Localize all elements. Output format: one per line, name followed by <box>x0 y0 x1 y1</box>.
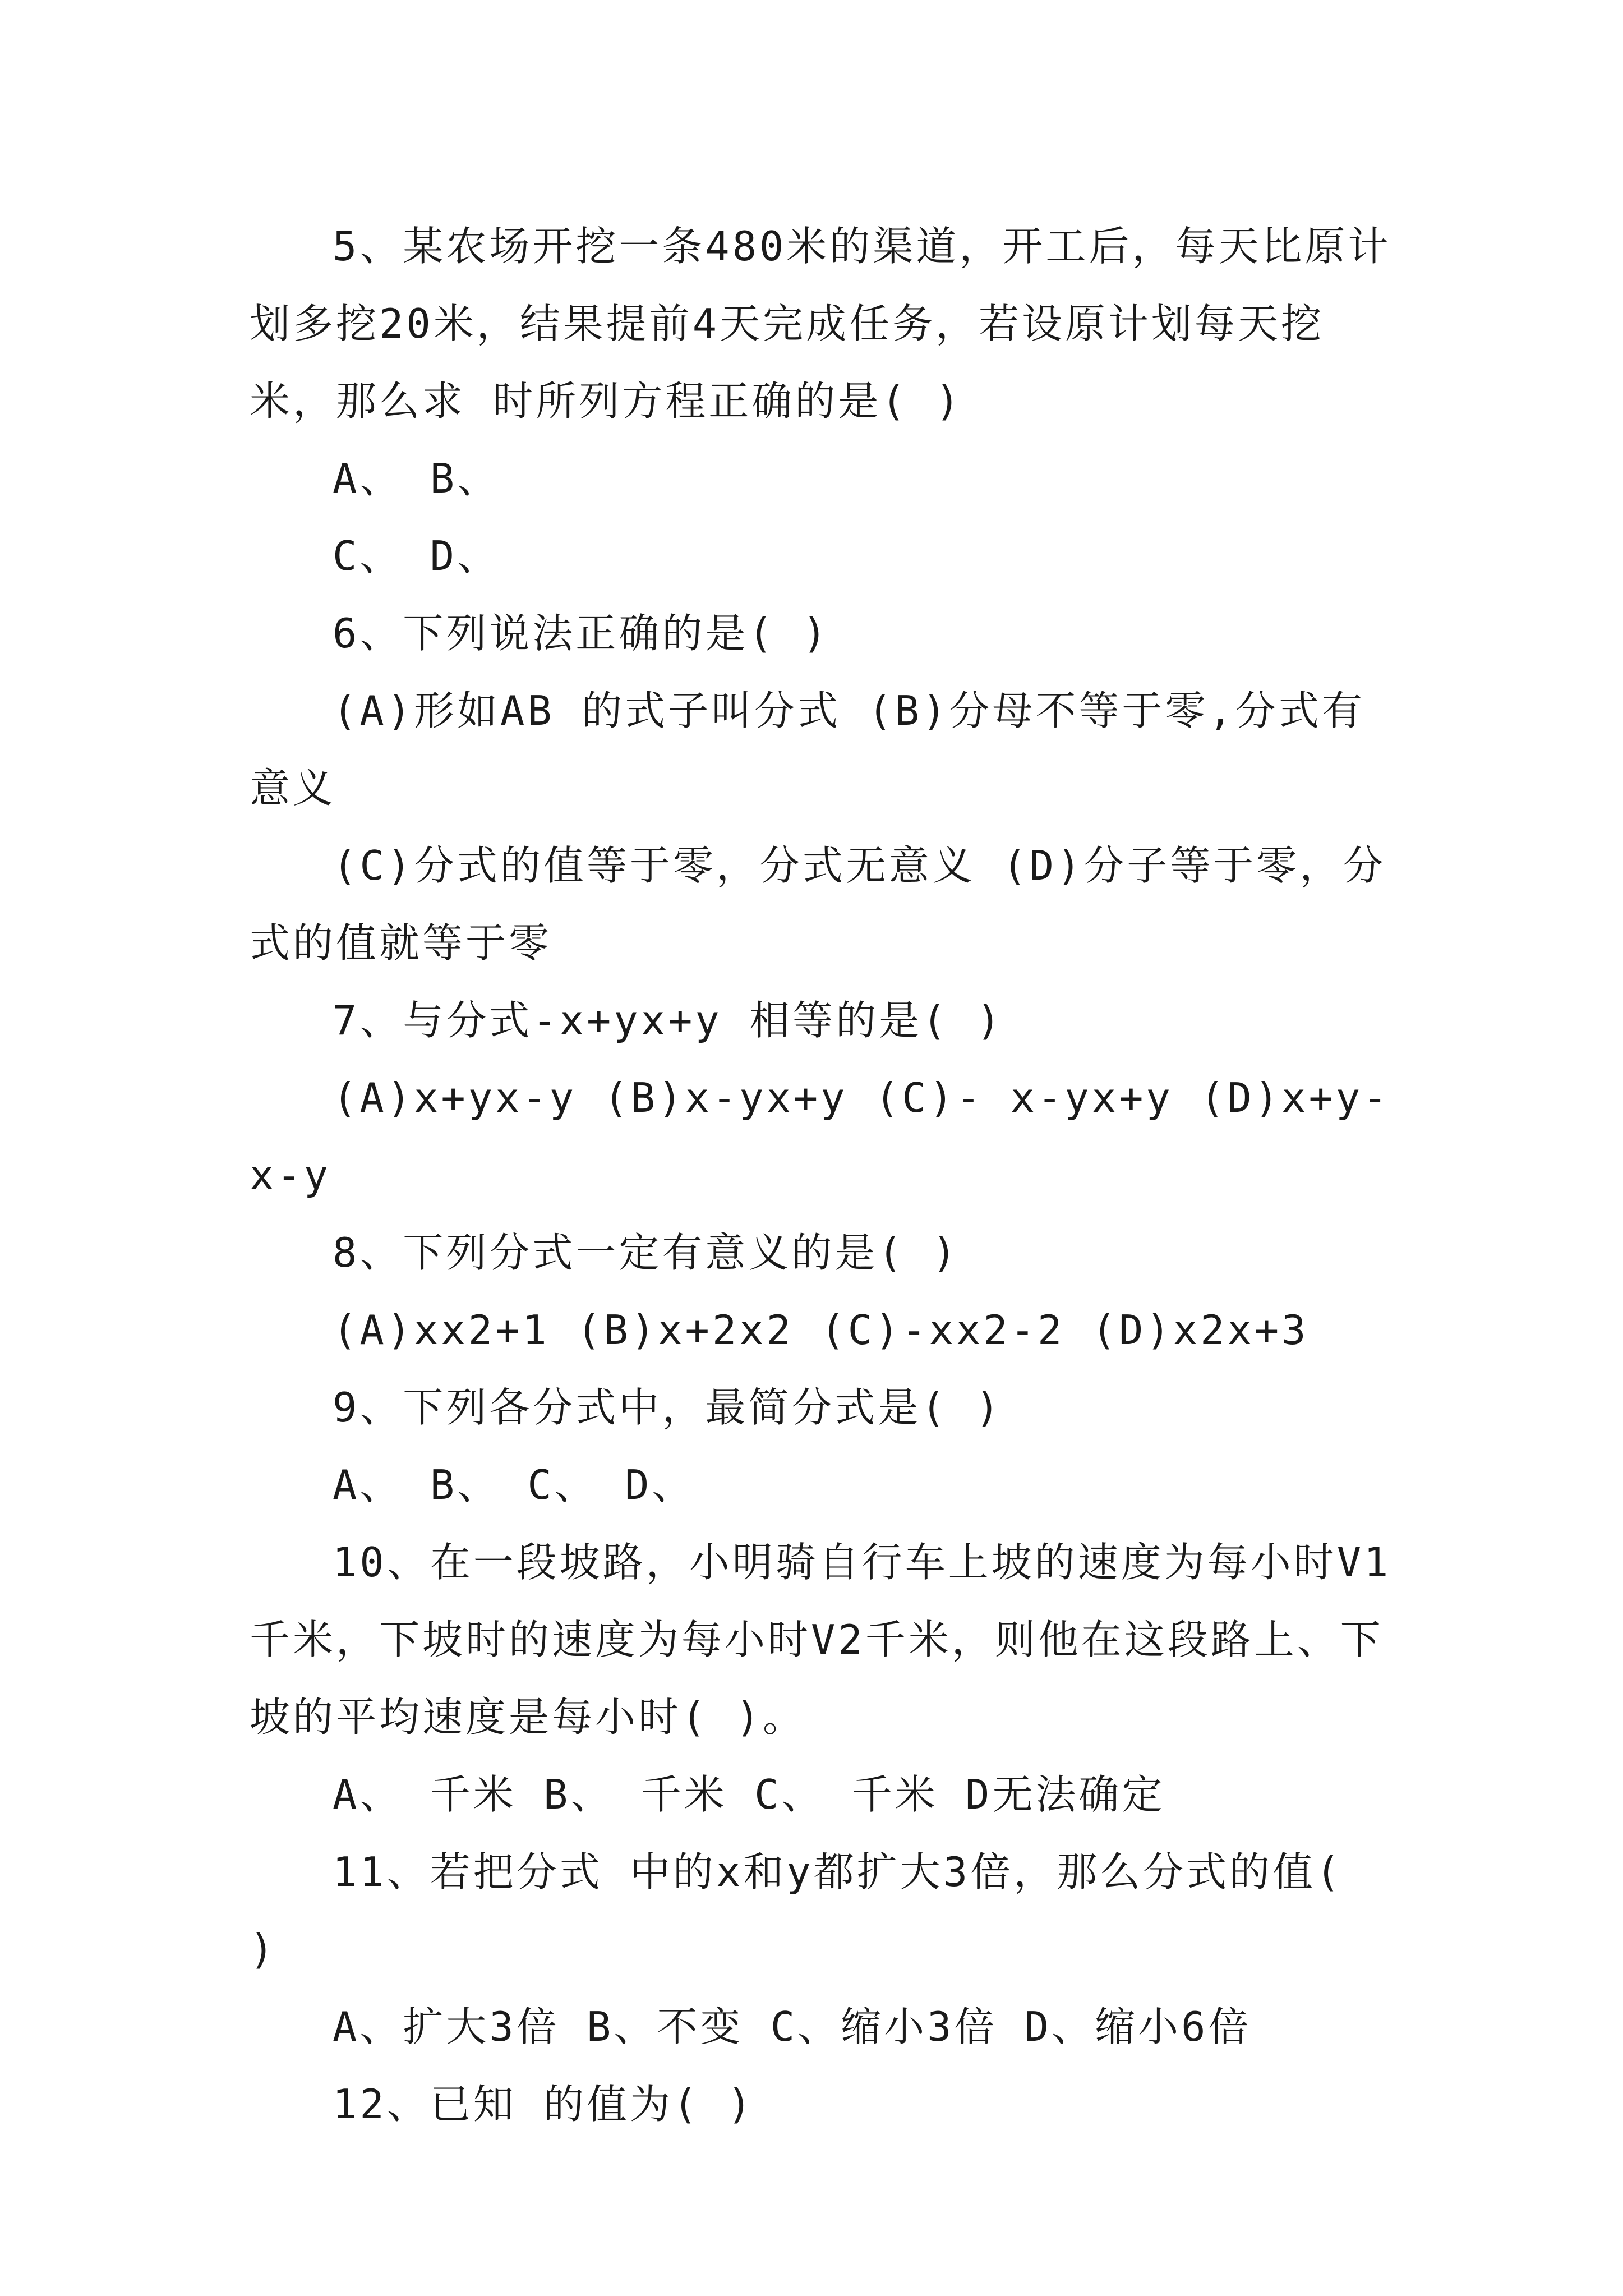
question-11-options: A、扩大3倍 B、不变 C、缩小3倍 D、缩小6倍 <box>333 2003 1252 2050</box>
question-5-options-ab: A、 B、 <box>333 455 501 502</box>
question-8-options: (A)xx2+1 (B)x+2x2 (C)-xx2-2 (D)x2x+3 <box>333 1306 1309 1354</box>
document-body <box>250 208 1394 2143</box>
question-6-stem: 6、下列说法正确的是( ) <box>333 610 830 657</box>
question-10-stem: 10、在一段坡路，小明骑自行车上坡的速度为每小时V1千米，下坡时的速度为每小时V2千米，则他在这段路上、下坡的平均速度是每小时( )。 <box>250 1539 1391 1741</box>
question-6-options-cd: (C)分式的值等于零，分式无意义 (D)分子等于零，分式的值就等于零 <box>250 842 1386 967</box>
question-9-options: A、 B、 C、 D、 <box>333 1461 695 1508</box>
question-12-stem: 12、已知 的值为( ) <box>333 2081 755 2128</box>
question-10-options: A、 千米 B、 千米 C、 千米 D无法确定 <box>333 1771 1165 1818</box>
question-8-stem: 8、下列分式一定有意义的是( ) <box>333 1229 960 1276</box>
question-11-stem: 11、若把分式 中的x和y都扩大3倍，那么分式的值( ) <box>250 1848 1343 1973</box>
question-6-options-ab: (A)形如AB 的式子叫分式 (B)分母不等于零,分式有意义 <box>250 687 1365 812</box>
question-5-stem: 5、某农场开挖一条480米的渠道，开工后，每天比原计划多挖20米，结果提前4天完成任务，若设原计划每天挖 米，那么求 时所列方程正确的是( ) <box>250 223 1391 425</box>
question-5-options-cd: C、 D、 <box>333 532 501 579</box>
question-7-options: (A)x+yx-y (B)x-yx+y (C)- x-yx+y (D)x+y-x-y <box>250 1074 1390 1199</box>
question-9-stem: 9、下列各分式中，最简分式是( ) <box>333 1384 1003 1431</box>
question-7-stem: 7、与分式-x+yx+y 相等的是( ) <box>333 997 1004 1044</box>
